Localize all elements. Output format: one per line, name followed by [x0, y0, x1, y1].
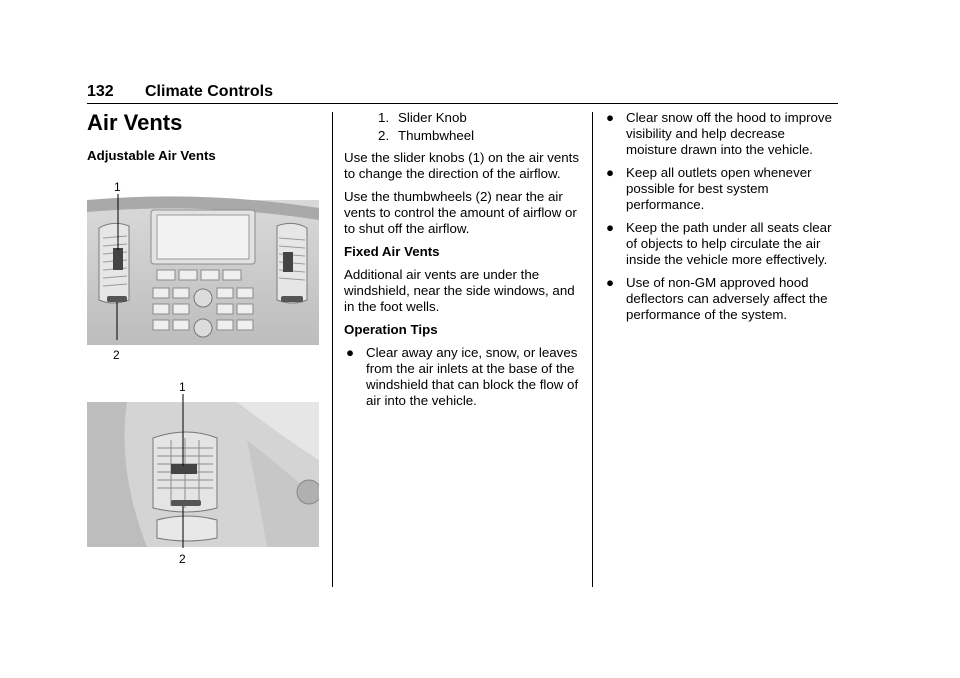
paragraph: Use the slider knobs (1) on the air vents to change the direction of the airflow. [344, 150, 580, 181]
tips-list-continued [604, 110, 838, 323]
callout-legend [344, 110, 580, 144]
list-item-text: Clear away any ice, snow, or leaves from the air inlets at the base of the windshield that can block the flow of air into the vehicle. [366, 345, 579, 408]
list-item [604, 165, 838, 213]
callout-1: 1 [114, 180, 121, 194]
page-title: Air Vents [87, 110, 183, 135]
list-item [604, 220, 838, 268]
callout-1: 1 [179, 380, 186, 394]
list-item-text: Clear snow off the hood to improve visibility and help decrease moisture drawn into the vehicle. [626, 110, 832, 157]
subsection-heading: Fixed Air Vents [344, 244, 440, 259]
column-divider [332, 112, 333, 587]
list-item [604, 275, 838, 323]
tips-list [344, 345, 580, 409]
bullet-icon: ● [606, 165, 615, 180]
right-column [604, 110, 838, 330]
legend-number: 2. [378, 128, 390, 143]
legend-number: 1. [378, 110, 390, 125]
bullet-icon: ● [606, 110, 615, 125]
list-item-text: Use of non-GM approved hood deflectors can adversely affect the performance of the system. [626, 275, 828, 322]
bullet-icon: ● [606, 220, 615, 235]
list-item [344, 345, 580, 409]
left-column [87, 110, 322, 164]
bullet-icon: ● [346, 345, 355, 360]
legend-item [344, 128, 580, 144]
page-number: 132 [87, 83, 114, 100]
legend-text: Thumbwheel [398, 128, 475, 143]
callout-2: 2 [179, 552, 186, 566]
paragraph: Additional air vents are under the windshield, near the side windows, and in the foot wells. [344, 267, 575, 314]
bullet-icon: ● [606, 275, 615, 290]
dashboard-drawing [87, 180, 319, 360]
section-title: Climate Controls [145, 83, 274, 100]
side-vent-drawing [87, 380, 319, 570]
list-item [604, 110, 838, 158]
paragraph: Use the thumbwheels (2) near the air vents to control the amount of airflow or to shut off the airflow. [344, 189, 577, 236]
center-vents-illustration [87, 180, 319, 360]
list-item-text: Keep all outlets open whenever possible for best system performance. [626, 165, 812, 212]
middle-column [344, 110, 580, 416]
callout-2: 2 [113, 348, 120, 362]
legend-item [344, 110, 580, 126]
page-header [87, 83, 838, 104]
side-vent-illustration [87, 380, 319, 570]
subsection-heading: Adjustable Air Vents [87, 148, 216, 163]
subsection-heading: Operation Tips [344, 322, 438, 337]
column-divider [592, 112, 593, 587]
list-item-text: Keep the path under all seats clear of objects to help circulate the air inside the vehicle more effectively. [626, 220, 832, 267]
legend-text: Slider Knob [398, 110, 467, 125]
